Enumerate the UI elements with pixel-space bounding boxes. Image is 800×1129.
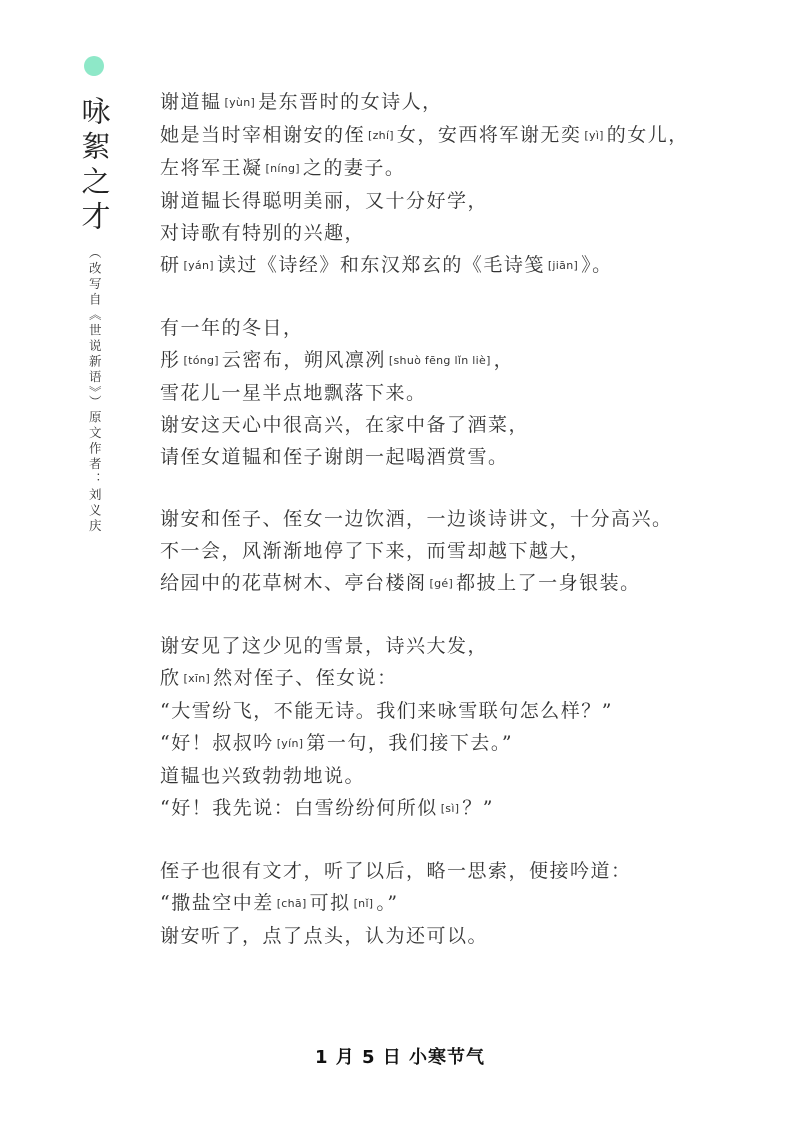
text-line xyxy=(160,217,760,249)
text-segment: 研 xyxy=(160,254,181,276)
pinyin-annotation: [yùn] xyxy=(224,96,256,109)
text-line xyxy=(160,855,760,887)
text-segment: 女，安西将军谢无奕 xyxy=(396,124,582,146)
text-segment: ？” xyxy=(462,797,495,819)
paragraph xyxy=(160,630,760,825)
pinyin-annotation: [chā] xyxy=(276,897,307,910)
text-segment: “好！我先说：白雪纷纷何所似 xyxy=(160,797,438,819)
text-segment: 之的妻子。 xyxy=(302,157,406,179)
pinyin-annotation: [gé] xyxy=(429,577,454,590)
pinyin-annotation: [tóng] xyxy=(183,354,219,367)
text-segment: ， xyxy=(493,349,515,371)
pinyin-annotation: [yì] xyxy=(584,129,604,142)
text-line xyxy=(160,503,760,535)
text-line xyxy=(160,119,760,152)
paragraph xyxy=(160,855,760,952)
text-segment: 雪花儿一星半点地飘落下来。 xyxy=(160,382,427,404)
text-line xyxy=(160,312,760,344)
text-line xyxy=(160,792,760,825)
pinyin-annotation: [níng] xyxy=(265,162,300,175)
paragraph xyxy=(160,86,760,282)
source-note: （改写自《世说新语》）原文作者：刘义庆 xyxy=(87,246,103,535)
text-segment: 谢道韫长得聪明美丽，又十分好学， xyxy=(160,190,489,212)
text-segment: 侄子也很有文才，听了以后，略一思索，便接吟道： xyxy=(160,860,632,882)
text-segment: 她是当时宰相谢安的侄 xyxy=(160,124,366,146)
text-segment: 读过《诗经》和东汉郑玄的《毛诗笺 xyxy=(216,254,545,276)
pinyin-annotation: [yán] xyxy=(183,259,214,272)
text-segment: 云密布，朔风凛冽 xyxy=(221,349,386,371)
text-line xyxy=(160,535,760,567)
text-segment: 请侄女道韫和侄子谢朗一起喝酒赏雪。 xyxy=(160,446,509,468)
sidebar xyxy=(77,96,112,535)
text-segment: 谢安听了，点了点头，认为还可以。 xyxy=(160,925,489,947)
text-line xyxy=(160,630,760,662)
text-line xyxy=(160,344,760,377)
text-segment: 给园中的花草树木、亭台楼阁 xyxy=(160,572,427,594)
text-segment: “好！叔叔吟 xyxy=(160,732,274,754)
text-line xyxy=(160,249,760,282)
accent-dot xyxy=(84,56,104,76)
text-line xyxy=(160,441,760,473)
pinyin-annotation: [yín] xyxy=(276,737,304,750)
text-segment: “大雪纷飞，不能无诗。我们来咏雪联句怎么样？” xyxy=(160,700,613,722)
pinyin-annotation: [xīn] xyxy=(183,672,211,685)
footer-date: 1 月 5 日 小寒节气 xyxy=(314,1047,486,1068)
text-line xyxy=(160,695,760,727)
text-segment: 都披上了一身银装。 xyxy=(456,572,641,594)
text-line xyxy=(160,887,760,920)
pinyin-annotation: [shuò fēng lǐn liè] xyxy=(388,354,491,367)
text-segment: 左将军王凝 xyxy=(160,157,263,179)
text-line xyxy=(160,760,760,792)
text-segment: 欣 xyxy=(160,667,181,689)
text-segment: 可拟 xyxy=(309,892,351,914)
text-line xyxy=(160,377,760,409)
pinyin-annotation: [jiān] xyxy=(547,259,579,272)
text-segment: 谢安和侄子、侄女一边饮酒，一边谈诗讲文，十分高兴。 xyxy=(160,508,673,530)
text-segment: 的女儿， xyxy=(606,124,689,146)
text-segment: 彤 xyxy=(160,349,181,371)
text-line xyxy=(160,185,760,217)
pinyin-annotation: [nǐ] xyxy=(353,897,374,910)
text-segment: 。” xyxy=(376,892,399,914)
page-title: 咏絮之才 xyxy=(77,96,112,236)
paragraph xyxy=(160,503,760,600)
text-line xyxy=(160,409,760,441)
text-line xyxy=(160,662,760,695)
pinyin-annotation: [zhí] xyxy=(368,129,394,142)
text-segment: 谢安见了这少见的雪景，诗兴大发， xyxy=(160,635,489,657)
text-line xyxy=(160,86,760,119)
text-segment: 对诗歌有特别的兴趣， xyxy=(160,222,366,244)
text-line xyxy=(160,920,760,952)
text-segment: 道韫也兴致勃勃地说。 xyxy=(160,765,366,787)
story-body xyxy=(160,86,760,982)
text-segment: 然对侄子、侄女说： xyxy=(213,667,398,689)
paragraph xyxy=(160,312,760,473)
pinyin-annotation: [sì] xyxy=(440,802,460,815)
text-segment: 谢道韫 xyxy=(160,91,222,113)
text-segment: 》。 xyxy=(581,254,613,276)
text-segment: 第一句，我们接下去。” xyxy=(306,732,514,754)
text-line xyxy=(160,727,760,760)
text-line xyxy=(160,567,760,600)
text-segment: 有一年的冬日， xyxy=(160,317,304,339)
text-line xyxy=(160,152,760,185)
text-segment: “撒盐空中差 xyxy=(160,892,274,914)
text-segment: 谢安这天心中很高兴，在家中备了酒菜， xyxy=(160,414,530,436)
text-segment: 不一会，风渐渐地停了下来，而雪却越下越大， xyxy=(160,540,591,562)
text-segment: 是东晋时的女诗人， xyxy=(258,91,443,113)
